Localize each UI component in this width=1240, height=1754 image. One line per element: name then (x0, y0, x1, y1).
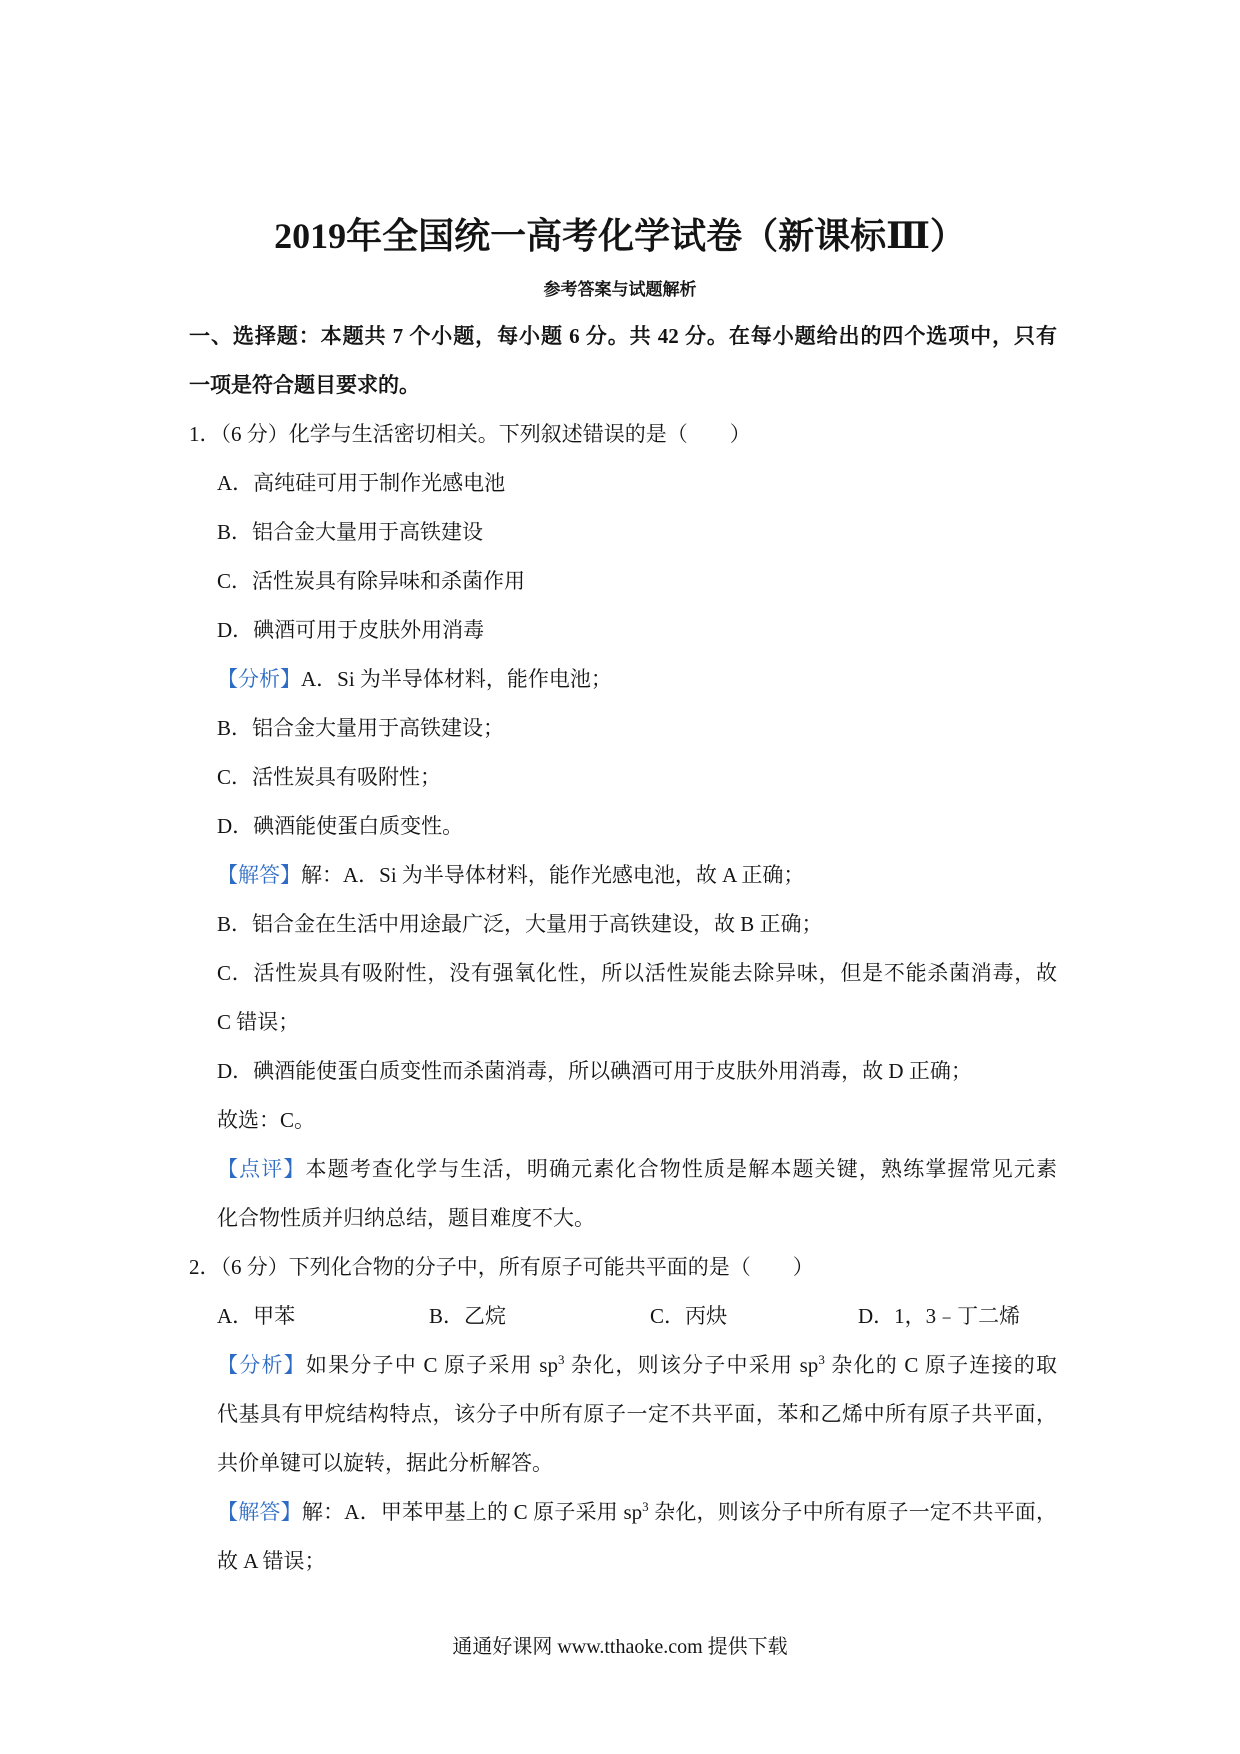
question-1-answer-choice: 故选：C。 (217, 1108, 316, 1132)
question-1-option-d: D．碘酒可用于皮肤外用消毒 (217, 618, 485, 642)
page-footer: 通通好课网 www.tthaoke.com 提供下载 (452, 1636, 788, 1658)
question-2-stem: 2．（6 分）下列化合物的分子中，所有原子可能共平面的是（ ） (189, 1255, 814, 1279)
question-1-option-a: A．高纯硅可用于制作光感电池 (217, 471, 506, 495)
comment-tag: 【点评】 (217, 1157, 306, 1181)
page-title: 2019年全国统一高考化学试卷（新课标Ⅲ） (274, 216, 966, 256)
answer-tag: 【解答】 (217, 1500, 302, 1524)
superscript: 3 (557, 1352, 565, 1367)
question-1-analysis-line: D．碘酒能使蛋白质变性。 (217, 814, 464, 838)
question-2-option-a: A．甲苯 (217, 1304, 296, 1328)
answer-tag: 【解答】 (217, 863, 301, 887)
document-body (0, 312, 1240, 1586)
question-2-options (217, 1292, 1057, 1341)
question-2-option-d: D．1，3﹣丁二烯 (858, 1304, 1021, 1328)
question-1-comment-line: 化合物性质并归纳总结，题目难度不大。 (217, 1206, 595, 1230)
question-2-answer-line (217, 1488, 1057, 1537)
question-1-comment-line (217, 1145, 1057, 1194)
question-1-analysis-line (217, 655, 1057, 704)
question-2-analysis-line: 代基具有甲烷结构特点，该分子中所有原子一定不共平面，苯和乙烯中所有原子共平面， (217, 1402, 1057, 1426)
question-2-analysis-line: 共价单键可以旋转，据此分析解答。 (217, 1451, 553, 1475)
question-2-answer-line: 故 A 错误； (217, 1549, 326, 1573)
question-1-option-c: C．活性炭具有除异味和杀菌作用 (217, 569, 526, 593)
answer-text: 杂化，则该分子中所有原子一定不共平面， (648, 1500, 1057, 1524)
question-2-option-c: C．丙炔 (650, 1304, 728, 1328)
question-2-option-b: B．乙烷 (429, 1304, 507, 1328)
page-subtitle: 参考答案与试题解析 (543, 280, 697, 299)
question-1-answer-line: C．活性炭具有吸附性，没有强氧化性，所以活性炭能去除异味，但是不能杀菌消毒，故 (217, 961, 1057, 985)
question-1-analysis-line: C．活性炭具有吸附性； (217, 765, 442, 789)
question-1-stem: 1．（6 分）化学与生活密切相关。下列叙述错误的是（ ） (189, 422, 751, 446)
question-1-option-b: B．铝合金大量用于高铁建设 (217, 520, 484, 544)
answer-text: 解：A．Si 为半导体材料，能作光感电池，故 A 正确； (301, 863, 805, 887)
question-1-answer-line: C 错误； (217, 1010, 300, 1034)
question-1-answer-line: B．铝合金在生活中用途最广泛，大量用于高铁建设，故 B 正确； (217, 912, 823, 936)
analysis-text: 杂化的 C 原子连接的取 (824, 1353, 1057, 1377)
superscript: 3 (642, 1499, 649, 1514)
comment-text: 本题考查化学与生活，明确元素化合物性质是解本题关键，熟练掌握常见元素 (305, 1157, 1057, 1181)
analysis-text: A．Si 为半导体材料，能作电池； (301, 667, 612, 691)
question-2-analysis-line (217, 1341, 1057, 1390)
answer-text: 解：A．甲苯甲基上的 C 原子采用 sp (301, 1500, 643, 1524)
analysis-text: 杂化，则该分子中采用 sp (564, 1353, 819, 1377)
section-heading-line: 一、选择题：本题共 7 个小题，每小题 6 分。共 42 分。在每小题给出的四个选项中，只有 (189, 324, 1057, 348)
section-heading-line: 一项是符合题目要求的。 (189, 373, 420, 397)
superscript: 3 (818, 1352, 825, 1367)
analysis-tag: 【分析】 (217, 1353, 306, 1377)
question-1-analysis-line: B．铝合金大量用于高铁建设； (217, 716, 505, 740)
analysis-text: 如果分子中 C 原子采用 sp (305, 1353, 558, 1377)
question-1-answer-line (217, 851, 1057, 900)
analysis-tag: 【分析】 (217, 667, 301, 691)
question-1-answer-line: D．碘酒能使蛋白质变性而杀菌消毒，所以碘酒可用于皮肤外用消毒，故 D 正确； (217, 1059, 972, 1083)
